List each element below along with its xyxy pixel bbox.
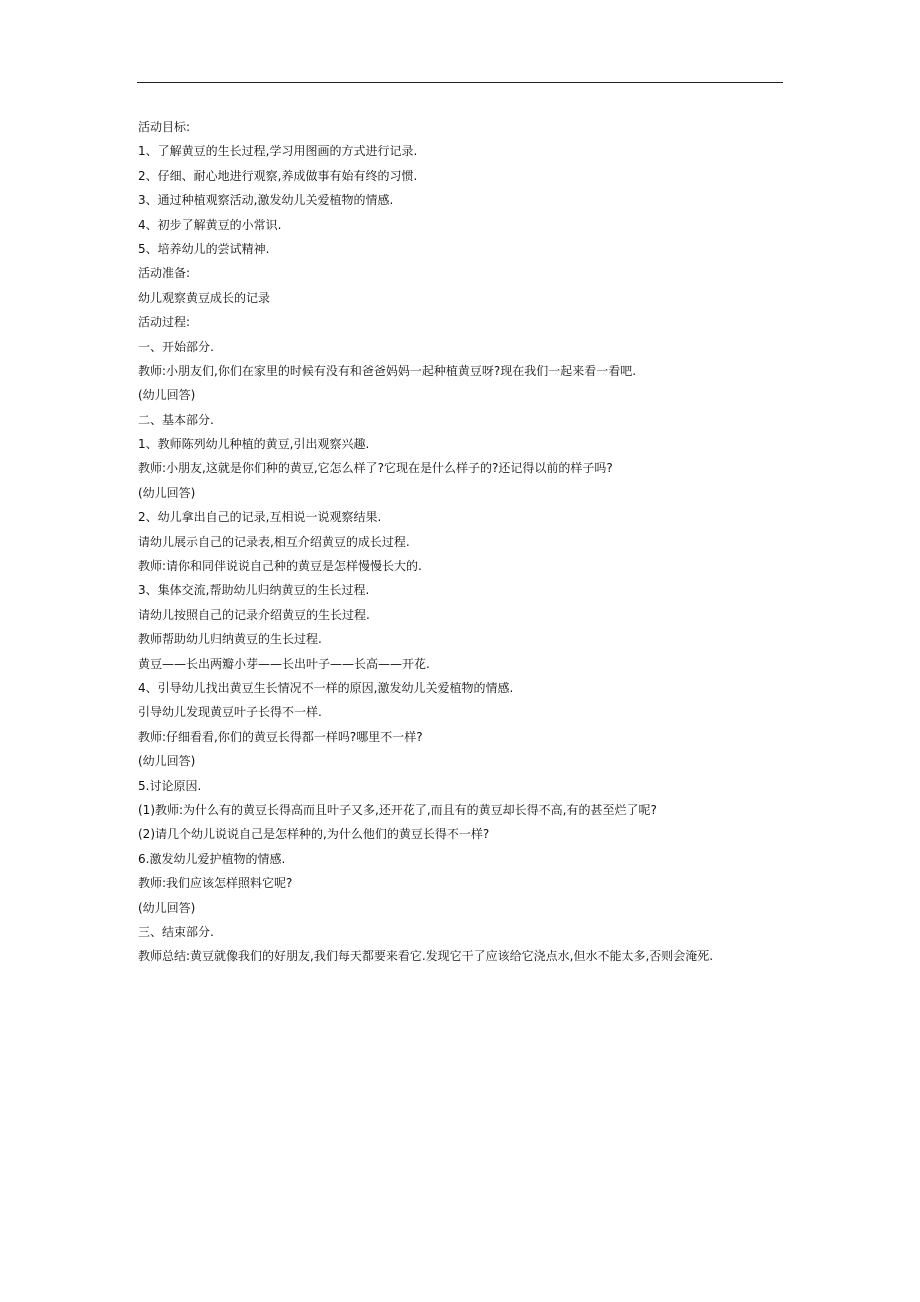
- text-line: 黄豆——长出两瓣小芽——长出叶子——长高——开花.: [138, 656, 430, 671]
- text-line: 三、结束部分.: [138, 924, 214, 939]
- text-line: 教师:小朋友,这就是你们种的黄豆,它怎么样了?它现在是什么样子的?还记得以前的样子吗?: [138, 461, 613, 476]
- text-line: 3、通过种植观察活动,激发幼儿关爱植物的情感.: [138, 193, 394, 208]
- header-rule: [137, 82, 783, 83]
- text-line: 教师帮助幼儿归纳黄豆的生长过程.: [138, 632, 322, 647]
- text-line: (幼儿回答): [138, 485, 196, 500]
- text-line: 活动目标:: [138, 120, 191, 134]
- text-line: (幼儿回答): [138, 388, 196, 403]
- text-line: 2、仔细、耐心地进行观察,养成做事有始有终的习惯.: [138, 168, 418, 183]
- text-line: 一、开始部分.: [138, 339, 214, 354]
- text-line: 教师:小朋友们,你们在家里的时候有没有和爸爸妈妈一起种植黄豆呀?现在我们一起来看一看吧.: [138, 363, 637, 378]
- text-line: 4、引导幼儿找出黄豆生长情况不一样的原因,激发幼儿关爱植物的情感.: [138, 680, 514, 695]
- text-line: 6.激发幼儿爱护植物的情感.: [138, 851, 286, 866]
- text-line: 请幼儿按照自己的记录介绍黄豆的生长过程.: [138, 607, 370, 622]
- text-line: 4、初步了解黄豆的小常识.: [138, 217, 282, 232]
- text-line: (幼儿回答): [138, 900, 196, 915]
- text-line: 1、了解黄豆的生长过程,学习用图画的方式进行记录.: [138, 144, 418, 159]
- text-line: (1)教师:为什么有的黄豆长得高而且叶子又多,还开花了,而且有的黄豆却长得不高,有的甚至烂了呢?: [138, 802, 657, 817]
- text-line: 教师总结:黄豆就像我们的好朋友,我们每天都要来看它.发现它干了应该给它浇点水,但水不能太多,否则会淹死.: [138, 949, 714, 964]
- text-line: 5、培养幼儿的尝试精神.: [138, 241, 270, 256]
- text-line: 请幼儿展示自己的记录表,相互介绍黄豆的成长过程.: [138, 534, 410, 549]
- text-line: (2)请几个幼儿说说自己是怎样种的,为什么他们的黄豆长得不一样?: [138, 827, 490, 842]
- text-line: 幼儿观察黄豆成长的记录: [138, 290, 271, 305]
- text-line: 活动过程:: [138, 315, 191, 330]
- text-line: 1、教师陈列幼儿种植的黄豆,引出观察兴趣.: [138, 437, 370, 452]
- text-line: 5.讨论原因.: [138, 778, 202, 793]
- text-line: 教师:我们应该怎样照料它呢?: [138, 876, 293, 891]
- text-line: 活动准备:: [138, 266, 191, 281]
- text-line: 教师:仔细看看,你们的黄豆长得都一样吗?哪里不一样?: [138, 729, 423, 744]
- text-line: 教师:请你和同伴说说自己种的黄豆是怎样慢慢长大的.: [138, 559, 422, 574]
- text-line: (幼儿回答): [138, 754, 196, 769]
- document-body: [138, 115, 778, 969]
- text-line: 二、基本部分.: [138, 412, 214, 427]
- text-line: 2、幼儿拿出自己的记录,互相说一说观察结果.: [138, 510, 382, 525]
- text-line: 3、集体交流,帮助幼儿归纳黄豆的生长过程.: [138, 583, 370, 598]
- text-line: 引导幼儿发现黄豆叶子长得不一样.: [138, 705, 322, 720]
